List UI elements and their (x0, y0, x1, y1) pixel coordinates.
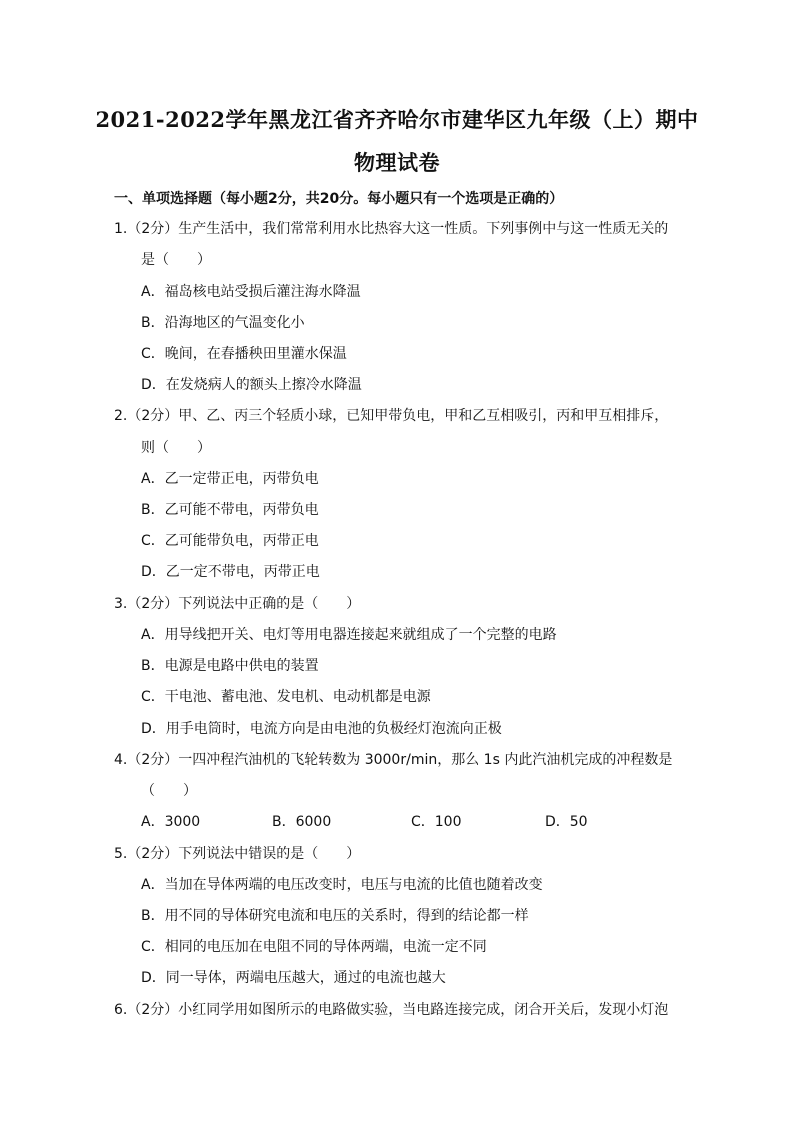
question-1-option-a: A．福岛核电站受损后灌注海水降温 (141, 284, 361, 300)
question-2-option-a: A．乙一定带正电，丙带负电 (141, 471, 319, 487)
question-4-option-c: C．100 (411, 814, 462, 830)
question-5-stem: 5.（2分）下列说法中错误的是（ ） (114, 846, 361, 862)
exam-title-line2: 物理试卷 (354, 150, 440, 175)
question-1-option-c: C．晚间，在春播秧田里灌水保温 (141, 346, 347, 362)
question-2-option-b: B．乙可能不带电，丙带负电 (141, 502, 319, 518)
question-3-option-a: A．用导线把开关、电灯等用电器连接起来就组成了一个完整的电路 (141, 627, 557, 643)
question-3-option-b: B．电源是电路中供电的装置 (141, 658, 319, 674)
question-3-stem: 3.（2分）下列说法中正确的是（ ） (114, 596, 361, 612)
question-4-option-d: D．50 (545, 814, 588, 830)
question-1-option-b: B．沿海地区的气温变化小 (141, 315, 305, 331)
question-6-stem: 6.（2分）小红同学用如图所示的电路做实验，当电路连接完成，闭合开关后，发现小灯泡 (114, 1002, 669, 1018)
question-2-stem: 2.（2分）甲、乙、丙三个轻质小球，已知甲带负电，甲和乙互相吸引，丙和甲互相排斥， (114, 408, 669, 424)
exam-title-line1: 2021-2022学年黑龙江省齐齐哈尔市建华区九年级（上）期中 (95, 107, 699, 132)
question-5-option-c: C．相同的电压加在电阻不同的导体两端，电流一定不同 (141, 939, 487, 955)
question-3-option-d: D．用手电筒时，电流方向是由电池的负极经灯泡流向正极 (141, 721, 502, 737)
question-4-stem: 4.（2分）一四冲程汽油机的飞轮转数为 3000r/min，那么 1s 内此汽油机完成的冲程数是 (114, 752, 673, 768)
question-2-option-c: C．乙可能带负电，丙带正电 (141, 533, 319, 549)
question-5-option-a: A．当加在导体两端的电压改变时，电压与电流的比值也随着改变 (141, 877, 543, 893)
question-4-option-a: A．3000 (141, 814, 201, 830)
question-4-stem-cont: （ ） (141, 783, 197, 799)
question-2-stem-cont: 则（ ） (141, 440, 211, 456)
question-1-option-d: D．在发烧病人的额头上擦冷水降温 (141, 377, 362, 393)
question-5-option-d: D．同一导体，两端电压越大，通过的电流也越大 (141, 970, 446, 986)
question-3-option-c: C．干电池、蓄电池、发电机、电动机都是电源 (141, 689, 431, 705)
section-heading: 一、单项选择题（每小题2分，共20分。每小题只有一个选项是正确的） (114, 191, 564, 207)
question-4-option-b: B．6000 (272, 814, 332, 830)
question-1-stem-cont: 是（ ） (141, 252, 211, 268)
question-2-option-d: D．乙一定不带电，丙带正电 (141, 564, 320, 580)
question-5-option-b: B．用不同的导体研究电流和电压的关系时，得到的结论都一样 (141, 908, 529, 924)
question-1-stem: 1.（2分）生产生活中，我们常常利用水比热容大这一性质。下列事例中与这一性质无关的 (114, 221, 669, 237)
